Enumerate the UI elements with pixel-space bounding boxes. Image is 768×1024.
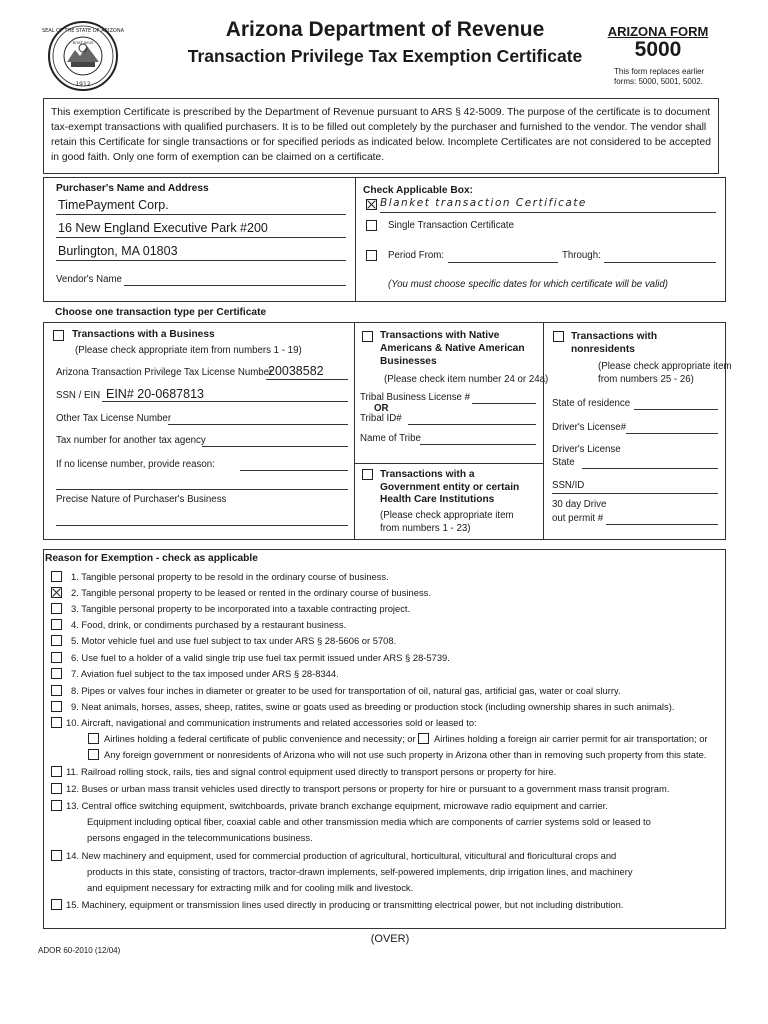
reason-3-label: 3. Tangible personal property to be incorporated into a taxable contracting project.	[71, 603, 411, 614]
license-label: Arizona Transaction Privilege Tax License Number	[56, 367, 273, 378]
business-checkbox[interactable]	[53, 330, 64, 341]
page-title: Arizona Department of Revenue	[225, 18, 545, 41]
drive-permit-label-2: out permit #	[552, 513, 604, 524]
reason-9-checkbox[interactable]	[51, 701, 62, 712]
reason-2-checkbox[interactable]	[51, 587, 62, 598]
drivers-license-field[interactable]	[626, 433, 718, 434]
replaces-line-1: This form replaces earlier	[614, 67, 705, 76]
tribal-or-label: OR	[374, 403, 389, 414]
reason-15-checkbox[interactable]	[51, 899, 62, 910]
reason-2-label: 2. Tangible personal property to be leased or rented in the ordinary course of business.	[71, 587, 431, 598]
drive-permit-label-1: 30 day Drive	[552, 499, 607, 510]
reason-10a-checkbox[interactable]	[88, 733, 99, 744]
drivers-license-label: Driver's License#	[552, 422, 626, 433]
page-subtitle: Transaction Privilege Tax Exemption Certificate	[187, 46, 583, 66]
reason-8-checkbox[interactable]	[51, 685, 62, 696]
tribe-name-label: Name of Tribe	[360, 433, 421, 444]
ssn-id-label: SSN/ID	[552, 480, 585, 491]
vendor-name-label: Vendor's Name	[56, 274, 122, 285]
reason-10b-checkbox[interactable]	[418, 733, 429, 744]
agency-field[interactable]	[202, 446, 348, 447]
native-title-3: Businesses	[380, 356, 437, 367]
intro-box	[43, 98, 719, 174]
transaction-type-section	[43, 322, 732, 540]
form-label: ARIZONA FORM	[607, 24, 709, 39]
purchaser-address2-field[interactable]: Burlington, MA 01803	[58, 244, 178, 258]
blanket-handwritten-text: Blanket transaction Certificate	[380, 197, 587, 209]
drive-permit-field[interactable]	[606, 524, 718, 525]
reason-8-label: 8. Pipes or valves four inches in diameter or greater to be used for transportation of oil, natural gas, artificial gas, water or coal slurry.	[71, 685, 621, 696]
reason-10b-label: Airlines holding a foreign air carrier permit for air transportation; or	[434, 733, 708, 744]
business-note: (Please check appropriate item from numbers 1 - 19)	[75, 345, 302, 356]
business-nature-label: Precise Nature of Purchaser's Business	[56, 494, 227, 505]
check-box-heading: Check Applicable Box:	[363, 185, 474, 196]
other-license-field[interactable]	[168, 424, 348, 425]
nonresident-note-2: from numbers 25 - 26)	[598, 374, 694, 385]
intro-line-1: This exemption Certificate is prescribed by the Department of Revenue pursuant to ARS § 42-5009. The purpose of the certificate is to document	[51, 107, 711, 118]
reasons-section	[43, 549, 726, 929]
tribe-name-field[interactable]	[420, 444, 536, 445]
no-license-reason-label: If no license number, provide reason:	[56, 459, 215, 470]
form-number: 5000	[634, 38, 682, 61]
government-title-3: Health Care Institutions	[380, 494, 495, 505]
reason-9-label: 9. Neat animals, horses, asses, sheep, ratites, swine or goats used as breeding or production stock (including ownership shares in such animals).	[71, 701, 675, 712]
business-nature-field[interactable]	[56, 525, 348, 526]
reason-11-label: 11. Railroad rolling stock, rails, ties and signal control equipment used directly to transport persons or property for hire.	[66, 766, 557, 777]
business-title: Transactions with a Business	[72, 329, 215, 340]
period-from-field[interactable]	[448, 262, 558, 263]
tribal-license-field[interactable]	[472, 403, 536, 404]
state-residence-field[interactable]	[634, 409, 718, 410]
native-checkbox[interactable]	[362, 331, 373, 342]
license-state-field[interactable]	[582, 468, 718, 469]
period-from-label: Period From:	[388, 250, 444, 261]
reason-13-label: 13. Central office switching equipment, switchboards, private branch exchange equipment, microwave radio equipment and carrier.	[66, 800, 608, 811]
single-transaction-checkbox[interactable]	[366, 220, 377, 231]
reason-12-label: 12. Buses or urban mass transit vehicles used directly to transport persons or property for hire or pursuant to a government mass transit program.	[66, 783, 670, 794]
reasons-heading: Reason for Exemption - check as applicable	[45, 553, 258, 564]
license-field[interactable]: 20038582	[268, 364, 324, 378]
purchaser-name-field[interactable]: TimePayment Corp.	[58, 198, 169, 212]
seal-motto: DITAT DEUS	[72, 41, 94, 45]
reason-10c-label: Any foreign government or nonresidents of Arizona who will not use such property in Arizona other than in removing such property from this state.	[104, 749, 707, 760]
nonresident-checkbox[interactable]	[553, 331, 564, 342]
seal-year: 1912	[75, 81, 91, 88]
reason-4-label: 4. Food, drink, or condiments purchased by a restaurant business.	[71, 619, 347, 630]
reason-14-line-2: products in this state, consisting of tractors, tractor-drawn implements, self-powered implements, drip irrigation lines, and machinery	[87, 866, 633, 877]
reason-13-line-3: persons engaged in the telecommunications business.	[87, 832, 313, 843]
government-note-2: from numbers 1 - 23)	[380, 523, 471, 534]
seal-top-text: SEAL OF THE STATE OF ARIZONA	[41, 28, 125, 34]
reason-10-checkbox[interactable]	[51, 717, 62, 728]
reason-14-label: 14. New machinery and equipment, used for commercial production of agricultural, horticultural, viticultural and floricultural crops and	[66, 850, 617, 861]
government-title-2: Government entity or certain	[380, 482, 520, 493]
reason-10a-label: Airlines holding a federal certificate of public convenience and necessity; or	[104, 733, 416, 744]
reason-6-checkbox[interactable]	[51, 652, 62, 663]
intro-line-4: in good faith. Only one form of exemption can be claimed on a certificate.	[51, 152, 385, 163]
other-license-label: Other Tax License Number	[56, 413, 172, 424]
reason-1-label: 1. Tangible personal property to be resold in the ordinary course of business.	[71, 571, 389, 582]
purchaser-address1-field[interactable]: 16 New England Executive Park #200	[58, 221, 268, 235]
reason-10-label: 10. Aircraft, navigational and communication instruments and related accessories sold or leased to:	[66, 717, 477, 728]
nonresident-note-1: (Please check appropriate item	[598, 361, 732, 372]
single-transaction-label: Single Transaction Certificate	[388, 220, 514, 231]
reason-4-checkbox[interactable]	[51, 619, 62, 630]
intro-line-3: retain this Certificate for single transactions or for specified periods as indicated below. Incomplete Certificates are not considered to be accepted	[51, 137, 711, 148]
reason-5-label: 5. Motor vehicle fuel and use fuel subject to tax under ARS § 28-5606 or 5708.	[71, 635, 397, 646]
purchaser-section	[43, 177, 726, 302]
reason-7-label: 7. Aviation fuel subject to the tax imposed under ARS § 28-8344.	[71, 668, 339, 679]
period-note: (You must choose specific dates for which certificate will be valid)	[388, 279, 668, 290]
native-title-1: Transactions with Native	[380, 330, 500, 341]
license-state-label-2: State	[552, 457, 575, 468]
reason-1-checkbox[interactable]	[51, 571, 62, 582]
over-note: (OVER)	[370, 933, 410, 945]
tribal-id-field[interactable]	[408, 424, 536, 425]
intro-line-2: tax-exempt transactions with qualified purchasers. It is to be filled out completely by the purchaser and furnished to the vendor. The vendor shall	[51, 122, 707, 133]
reason-13-line-2: Equipment including optical fiber, coaxial cable and other transmission media which are components of carrier systems sold or leased to	[87, 816, 651, 827]
ssn-ein-label: SSN / EIN	[56, 390, 101, 401]
reason-15-label: 15. Machinery, equipment or transmission lines used directly in producing or transmitting electrical power, but not including distribution.	[66, 899, 624, 910]
purchaser-heading: Purchaser's Name and Address	[56, 183, 209, 194]
form-title-block	[150, 18, 620, 67]
ssn-id-field[interactable]	[552, 493, 718, 494]
government-checkbox[interactable]	[362, 469, 373, 480]
reason-11-checkbox[interactable]	[51, 766, 62, 777]
no-license-reason-field[interactable]	[240, 470, 348, 471]
reason-14-line-3: and equipment necessary for extracting milk and for cooling milk and livestock.	[87, 882, 414, 893]
tribal-license-label: Tribal Business License #	[360, 392, 471, 403]
reason-6-label: 6. Use fuel to a holder of a valid single trip use fuel tax permit issued under ARS § 28-5739.	[71, 652, 450, 663]
reason-3-checkbox[interactable]	[51, 603, 62, 614]
form-number-block	[596, 24, 720, 87]
period-checkbox[interactable]	[366, 250, 377, 261]
reason-5-checkbox[interactable]	[51, 635, 62, 646]
vendor-name-field[interactable]	[124, 285, 346, 286]
arizona-state-seal	[41, 20, 125, 92]
tribal-id-label: Tribal ID#	[360, 413, 402, 424]
license-state-label-1: Driver's License	[552, 444, 621, 455]
government-title-1: Transactions with a	[380, 469, 475, 480]
native-title-2: Americans & Native American	[380, 343, 525, 354]
reason-13-checkbox[interactable]	[51, 800, 62, 811]
reason-7-checkbox[interactable]	[51, 668, 62, 679]
reason-12-checkbox[interactable]	[51, 783, 62, 794]
through-field[interactable]	[604, 262, 716, 263]
government-note-1: (Please check appropriate item	[380, 510, 514, 521]
transaction-type-heading: Choose one transaction type per Certificate	[55, 307, 267, 318]
nonresident-title-1: Transactions with	[571, 331, 658, 342]
form-code: ADOR 60-2010 (12/04)	[38, 946, 121, 955]
replaces-line-2: forms: 5000, 5001, 5002.	[614, 77, 703, 86]
through-label: Through:	[562, 250, 601, 261]
reason-14-checkbox[interactable]	[51, 850, 62, 861]
state-residence-label: State of residence	[552, 398, 631, 409]
reason-10c-checkbox[interactable]	[88, 749, 99, 760]
nonresident-title-2: nonresidents	[571, 344, 635, 355]
agency-label: Tax number for another tax agency	[56, 435, 206, 446]
blanket-certificate-checkbox[interactable]	[366, 199, 377, 210]
native-note: (Please check item number 24 or 24a)	[384, 374, 549, 385]
ssn-ein-field[interactable]: EIN# 20-0687813	[106, 387, 204, 401]
